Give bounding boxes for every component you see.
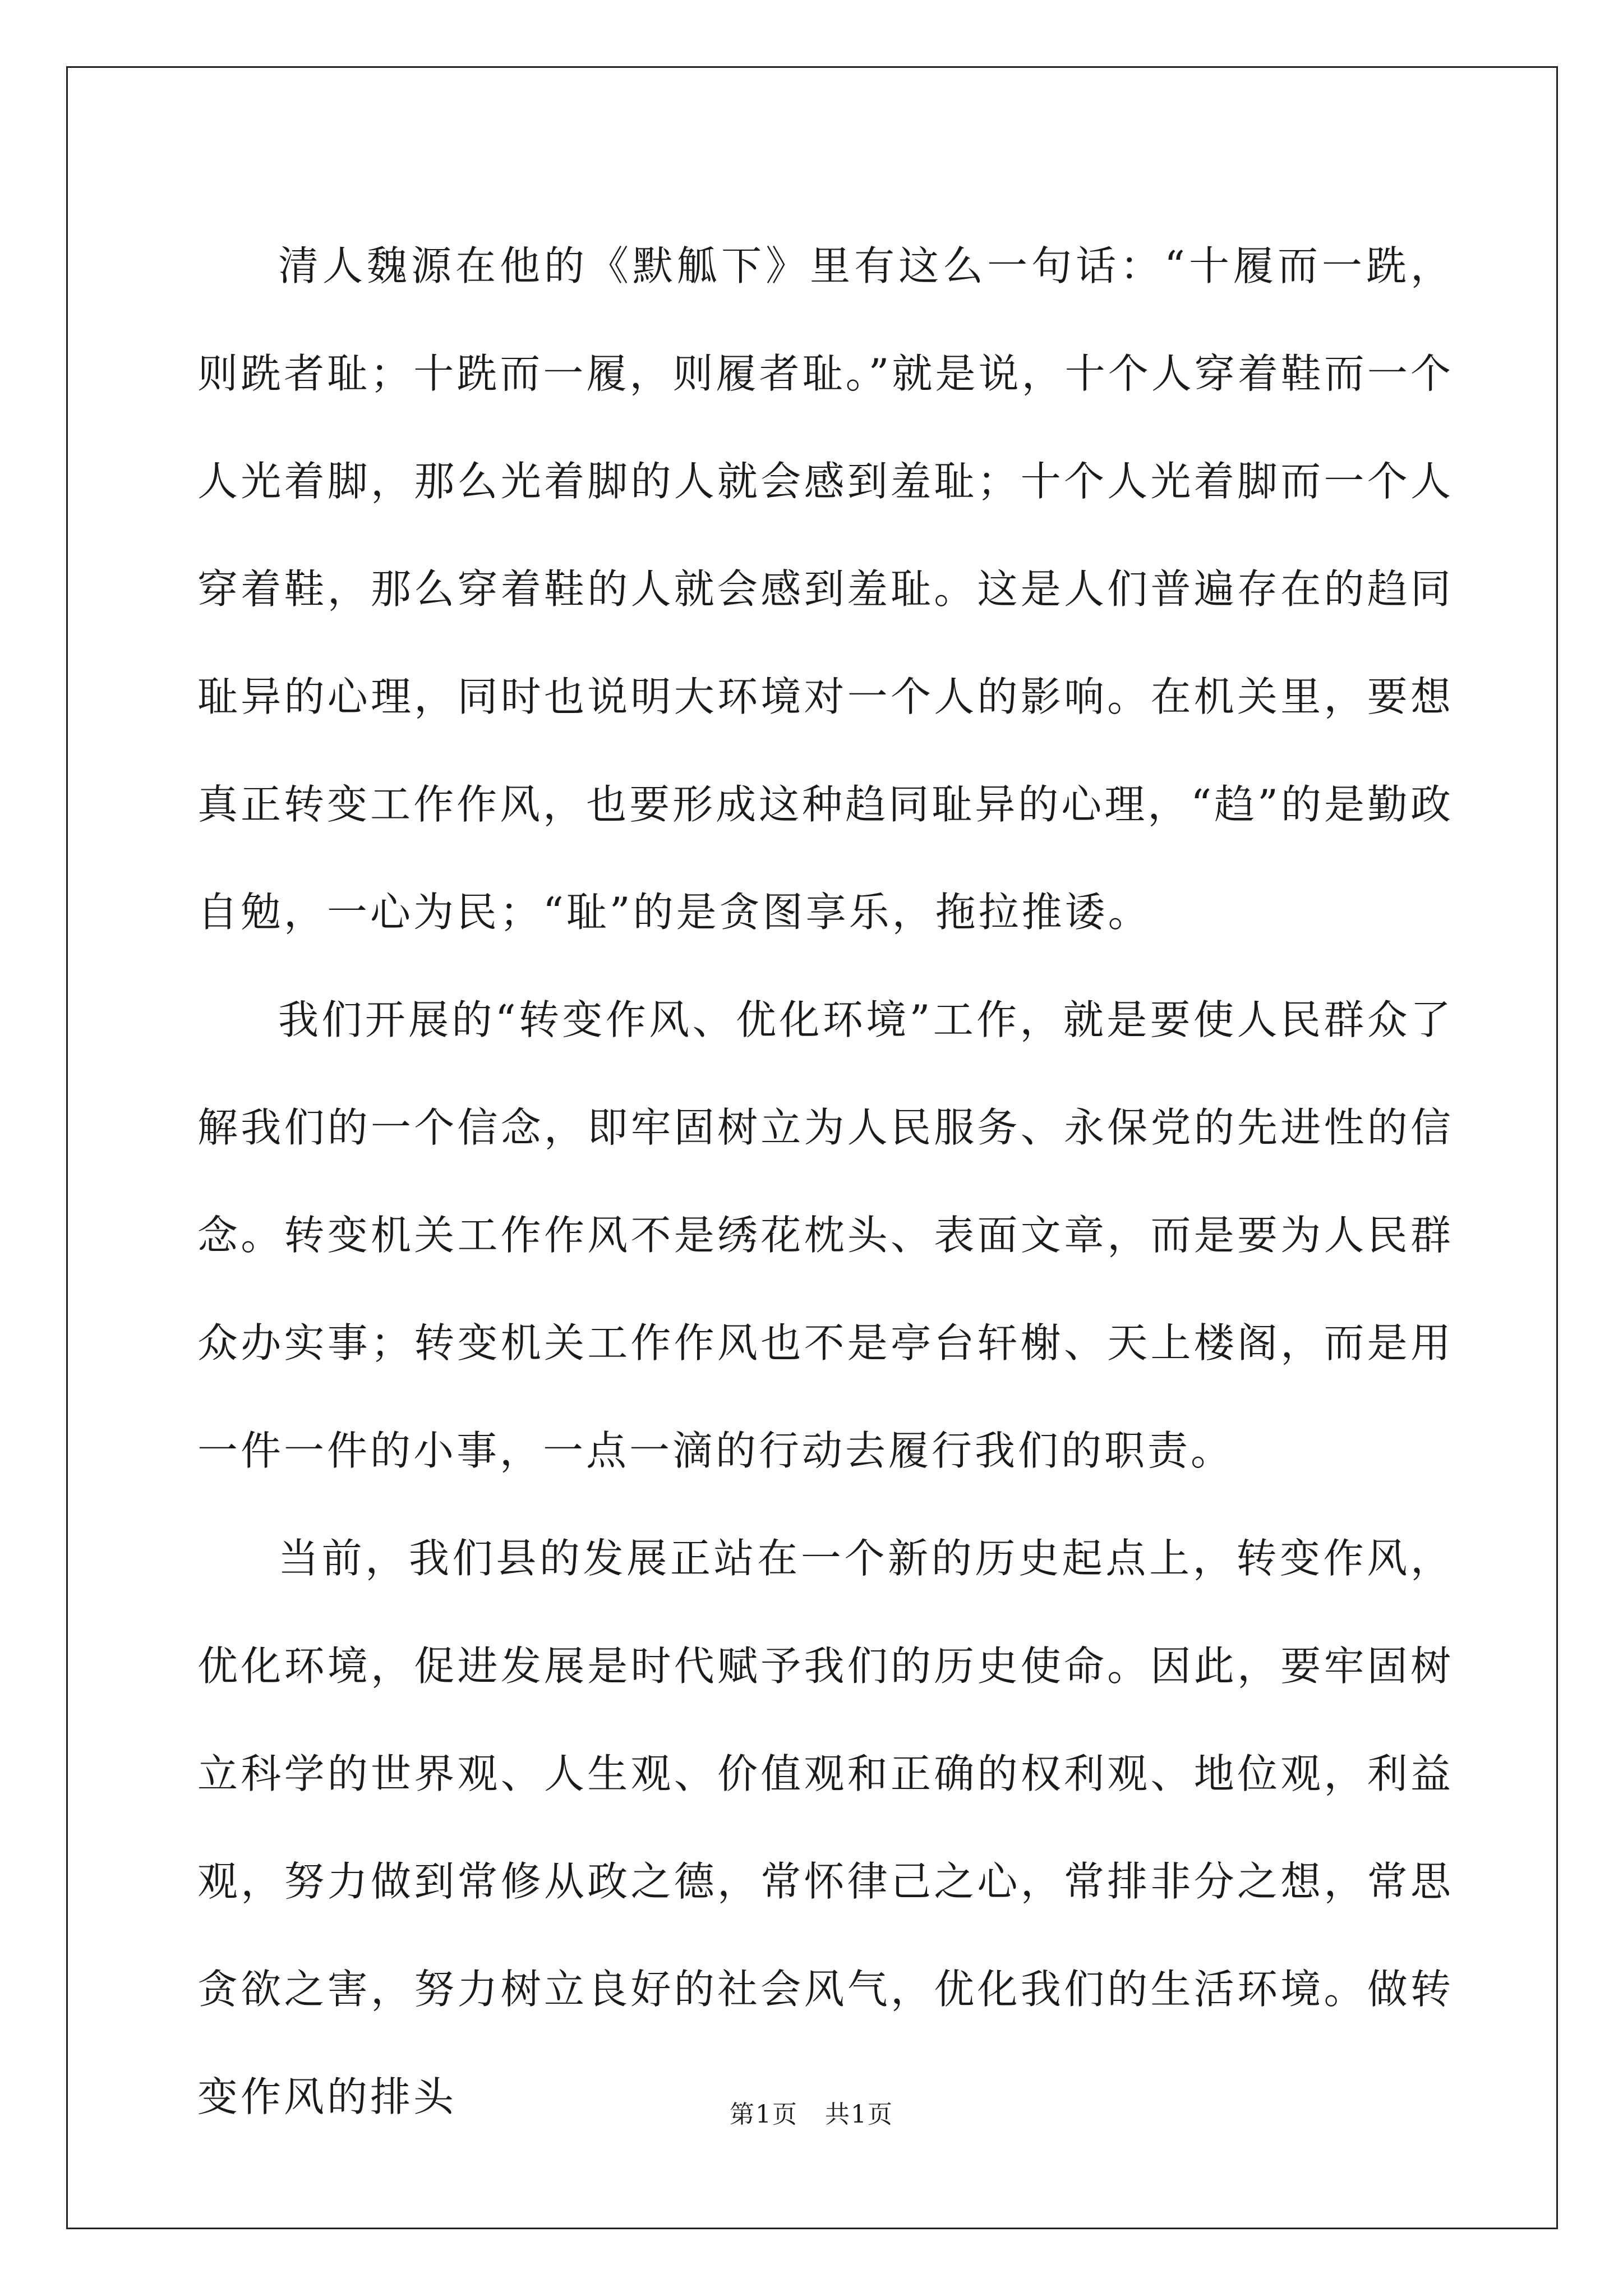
paragraph-3: 当前，我们县的发展正站在一个新的历史起点上，转变作风，优化环境，促进发展是时代赋予我们的历史使命。因此，要牢固树立科学的世界观、人生观、价值观和正确的权利观、地位观，利益观，努力做到常修从政之德，常怀律己之心，常排非分之想，常思贪欲之害，努力树立良好的社会风气，优化我们的生活环境。做转变作风的排头 <box>197 1535 1454 2120</box>
page-number-footer: 第1页 共1页 <box>730 2100 893 2129</box>
paragraph-1: 清人魏源在他的《默觚下》里有这么一句话：“十履而一跣，则跣者耻；十跣而一履，则履者耻。”就是说，十个人穿着鞋而一个人光着脚，那么光着脚的人就会感到羞耻；十个人光着脚而一个人穿着鞋，那么穿着鞋的人就会感到羞耻。这是人们普遍存在的趋同耻异的心理，同时也说明大环境对一个人的影响。在机关里，要想真正转变工作作风，也要形成这种趋同耻异的心理，“趋”的是勤政自勉，一心为民；“耻”的是贪图享乐，拖拉推诿。 <box>197 242 1454 936</box>
paragraph-2: 我们开展的“转变作风、优化环境”工作，就是要使人民群众了解我们的一个信念，即牢固树立为人民服务、永保党的先进性的信念。转变机关工作作风不是绣花枕头、表面文章，而是要为人民群众办实事；转变机关工作作风也不是亭台轩榭、天上楼阁，而是用一件一件的小事，一点一滴的行动去履行我们的职责。 <box>197 996 1454 1474</box>
document-body <box>197 212 1454 2151</box>
